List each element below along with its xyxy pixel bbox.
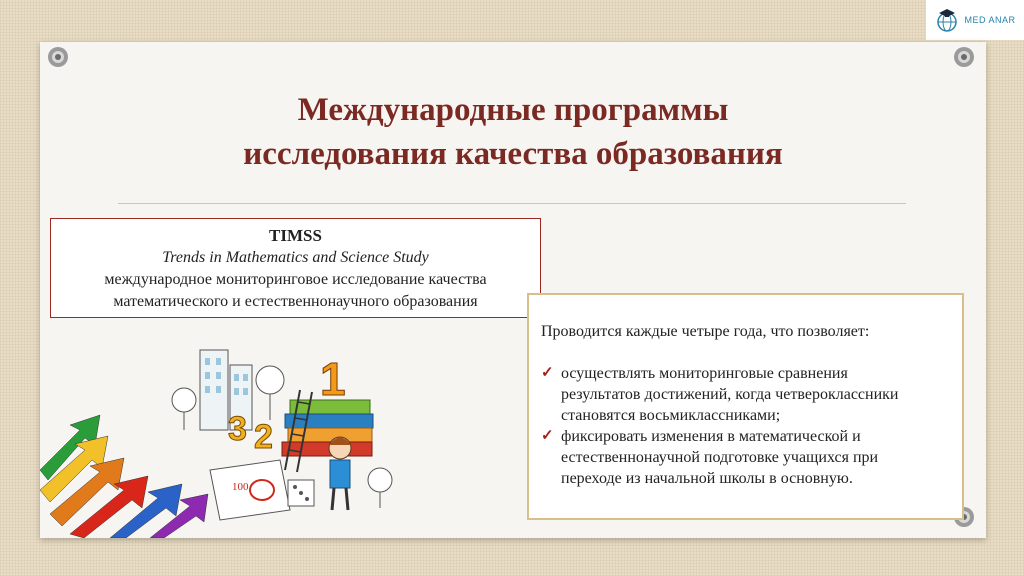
info-box <box>527 293 964 520</box>
title-line-2: исследования качества образования <box>243 136 783 172</box>
illustration-number-3: 3 <box>228 410 247 448</box>
timss-description-line-2: математического и естественнонаучного образования <box>113 293 478 310</box>
pin-top-right <box>953 46 975 68</box>
list-item <box>541 363 950 426</box>
page-title <box>40 88 986 176</box>
med-anar-logo <box>926 0 1024 40</box>
growth-arrows-decoration <box>40 410 210 538</box>
list-item-line-2: результатов достижений, когда четвероклассники <box>561 386 899 403</box>
timss-description-line-1: международное мониторинговое исследование качества <box>104 271 487 288</box>
info-intro: Проводится каждые четыре года, что позволяет: <box>541 323 870 340</box>
illustration-score: 100 <box>232 481 249 493</box>
list-item-line-1: фиксировать изменения в математической и <box>561 428 861 445</box>
timss-definition-box <box>50 218 541 318</box>
globe-graduation-cap-icon <box>934 7 960 33</box>
logo-text: MED ANAR <box>964 15 1016 25</box>
list-item-line-3: становятся восьмиклассниками; <box>561 407 781 424</box>
illustration-number-1: 1 <box>320 353 346 405</box>
illustration-number-2: 2 <box>254 418 273 456</box>
list-item-line-2: естественнонаучной подготовке учащихся при <box>561 449 879 466</box>
list-item <box>541 426 950 489</box>
title-divider <box>118 203 906 204</box>
pin-top-left <box>47 46 69 68</box>
timss-full-name: Trends in Mathematics and Science Study <box>162 249 429 266</box>
checkmark-icon: ✓ <box>541 365 554 381</box>
info-list <box>541 363 950 489</box>
list-item-line-1: осуществлять мониторинговые сравнения <box>561 365 848 382</box>
title-line-1: Международные программы <box>297 92 729 128</box>
checkmark-icon: ✓ <box>541 428 554 444</box>
timss-name: TIMSS <box>269 226 322 245</box>
list-item-line-3: переходе из начальной школы в основную. <box>561 470 853 487</box>
